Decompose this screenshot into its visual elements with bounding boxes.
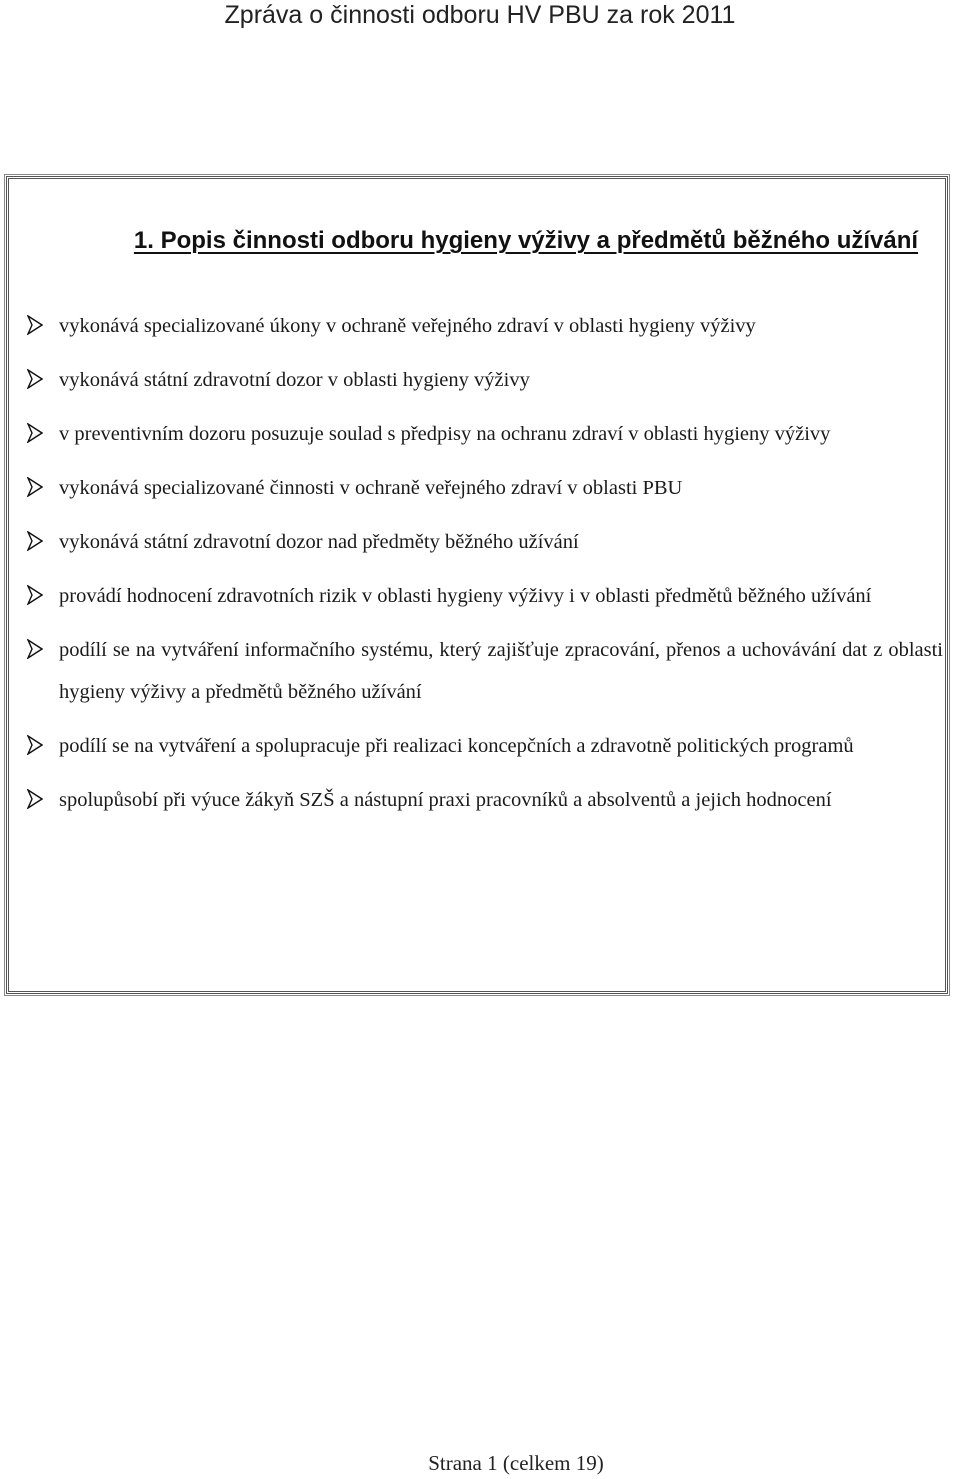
arrow-bullet-icon — [27, 423, 43, 443]
list-item — [25, 629, 943, 713]
arrow-bullet-icon — [27, 789, 43, 809]
list-item-text: spolupůsobí při výuce žákyň SZŠ a nástupní praxi pracovníků a absolventů a jejich hodnocení — [59, 789, 832, 811]
list-item — [25, 413, 943, 455]
activity-list — [25, 305, 943, 833]
list-item-text: podílí se na vytváření informačního systému, který zajišťuje zpracování, přenos a uchovávání dat z oblasti hygieny výživy a předmětů běžného užívání — [59, 639, 943, 703]
list-item — [25, 725, 943, 767]
list-item — [25, 779, 943, 821]
arrow-bullet-icon — [27, 369, 43, 389]
list-item — [25, 305, 943, 347]
list-item — [25, 359, 943, 401]
document-title: Zpráva o činnosti odboru HV PBU za rok 2011 — [224, 1, 736, 29]
list-item-text: vykonává specializované úkony v ochraně veřejného zdraví v oblasti hygieny výživy — [59, 315, 756, 337]
arrow-bullet-icon — [27, 639, 43, 659]
list-item-text: vykonává státní zdravotní dozor nad předměty běžného užívání — [59, 531, 579, 553]
list-item-text: vykonává specializované činnosti v ochraně veřejného zdraví v oblasti PBU — [59, 477, 683, 499]
arrow-bullet-icon — [27, 735, 43, 755]
list-item — [25, 521, 943, 563]
section-title: 1. Popis činnosti odboru hygieny výživy a předmětů běžného užívání — [133, 227, 919, 254]
arrow-bullet-icon — [27, 531, 43, 551]
arrow-bullet-icon — [27, 315, 43, 335]
arrow-bullet-icon — [27, 477, 43, 497]
list-item-text: podílí se na vytváření a spolupracuje při realizaci koncepčních a zdravotně politických programů — [59, 735, 854, 757]
arrow-bullet-icon — [27, 585, 43, 605]
list-item-text: provádí hodnocení zdravotních rizik v oblasti hygieny výživy i v oblasti předmětů běžného užívání — [59, 585, 872, 607]
page-header — [0, 0, 960, 30]
page-number: Strana 1 (celkem 19) — [428, 1451, 604, 1475]
list-item — [25, 467, 943, 509]
page-footer — [0, 1451, 960, 1476]
list-item-text: v preventivním dozoru posuzuje soulad s předpisy na ochranu zdraví v oblasti hygieny výživy — [59, 423, 831, 445]
list-item-text: vykonává státní zdravotní dozor v oblasti hygieny výživy — [59, 369, 530, 391]
list-item — [25, 575, 943, 617]
content-box — [6, 176, 948, 994]
